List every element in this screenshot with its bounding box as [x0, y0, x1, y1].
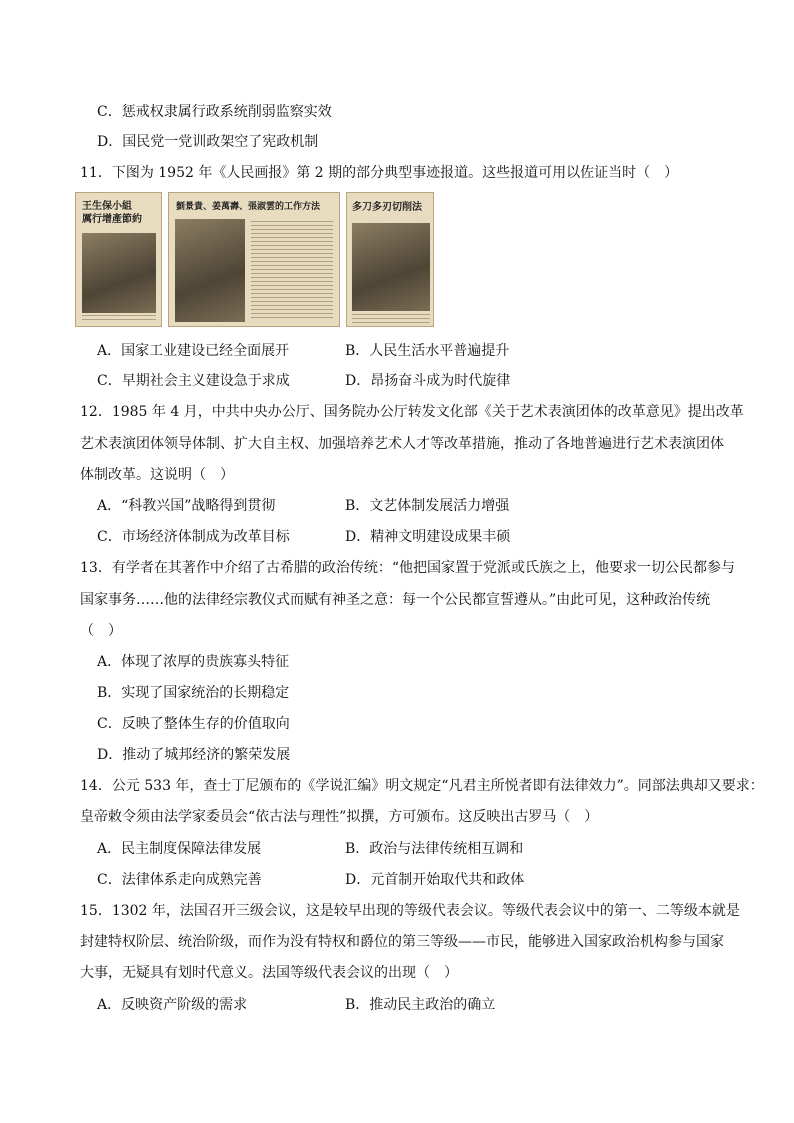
q10-option-d: D．国民党一党训政架空了宪政机制	[97, 134, 319, 150]
clipping-2-title: 劉景貴、姜萬壽、張淑雲的工作方法	[176, 202, 321, 212]
newspaper-clipping-2	[168, 192, 340, 327]
q12-option-c: C．市场经济体制成为改革目标	[97, 529, 290, 545]
newspaper-clipping-3	[346, 192, 434, 327]
q13-option-b: B．实现了国家统治的长期稳定	[97, 685, 290, 701]
q11-option-d: D．昂扬奋斗成为时代旋律	[345, 373, 511, 389]
question-14-stem-line2: 皇帝敕令须由法学家委员会“依古法与理性”拟撰，方可颁布。这反映出古罗马（ ）	[80, 809, 599, 825]
q12-option-d: D．精神文明建设成果丰硕	[345, 529, 511, 545]
clipping-1-title-line1: 王生保小組	[82, 201, 132, 212]
clipping-3-caption-text	[352, 314, 430, 323]
question-15-stem-line3: 大事，无疑具有划时代意义。法国等级代表会议的出现（ ）	[80, 965, 458, 981]
question-13-stem-line2: 国家事务……他的法律经宗教仪式而赋有神圣之意：每一个公民都宣誓遵从。”由此可见，这种政治传统	[80, 592, 711, 608]
question-15-stem-line2: 封建特权阶层、统治阶级，而作为没有特权和爵位的第三等级——市民，能够进入国家政治机构参与国家	[80, 934, 724, 950]
q14-option-a: A．民主制度保障法律发展	[97, 841, 262, 857]
question-15-stem-line1: 15．1302 年，法国召开三级会议，这是较早出现的等级代表会议。等级代表会议中的第一、二等级本就是	[80, 903, 740, 919]
clipping-3-photo	[352, 223, 430, 311]
question-12-stem-line2: 艺术表演团体领导体制、扩大自主权、加强培养艺术人才等改革措施，推动了各地普遍进行艺术表演团体	[80, 436, 724, 452]
question-12-stem-line3: 体制改革。这说明（ ）	[80, 467, 234, 483]
q13-option-d: D．推动了城邦经济的繁荣发展	[97, 747, 291, 763]
question-13-stem-line3: （ ）	[80, 623, 122, 639]
clipping-1-photo	[82, 233, 156, 313]
q15-option-b: B．推动民主政治的确立	[345, 997, 496, 1013]
clipping-2-article-text	[251, 221, 333, 321]
q13-option-a: A．体现了浓厚的贵族寡头特征	[97, 654, 290, 670]
q10-option-c: C．惩戒权隶属行政系统削弱监察实效	[97, 104, 332, 120]
q14-option-d: D．元首制开始取代共和政体	[345, 872, 525, 888]
q11-newspaper-images	[75, 192, 435, 327]
clipping-1-caption-text	[82, 315, 156, 323]
newspaper-clipping-1	[75, 192, 162, 327]
q13-option-c: C．反映了整体生存的价值取向	[97, 716, 290, 732]
question-11-stem: 11．下图为 1952 年《人民画报》第 2 期的部分典型事迹报道。这些报道可用以佐证当时（ ）	[80, 165, 679, 181]
q14-option-b: B．政治与法律传统相互调和	[345, 841, 524, 857]
q14-option-c: C．法律体系走向成熟完善	[97, 872, 262, 888]
q11-option-a: A．国家工业建设已经全面展开	[97, 343, 290, 359]
question-13-stem-line1: 13．有学者在其著作中介绍了古希腊的政治传统：“他把国家置于党派或氏族之上，他要求一切公民都参与	[80, 560, 735, 576]
question-12-stem-line1: 12．1985 年 4 月，中共中央办公厅、国务院办公厅转发文化部《关于艺术表演团体的改革意见》提出改革	[80, 404, 744, 420]
q12-option-a: A．“科教兴国”战略得到贯彻	[97, 498, 276, 514]
q11-option-c: C．早期社会主义建设急于求成	[97, 373, 290, 389]
question-14-stem-line1: 14．公元 533 年，查士丁尼颁布的《学说汇编》明文规定“凡君主所悦者即有法律效力”。同部法典却又要求：	[80, 778, 764, 794]
clipping-2-photo	[175, 219, 245, 322]
q15-option-a: A．反映资产阶级的需求	[97, 997, 248, 1013]
q12-option-b: B．文艺体制发展活力增强	[345, 498, 510, 514]
clipping-3-title: 多刀多刃切削法	[352, 202, 422, 213]
clipping-1-title-line2: 厲行增產節約	[82, 214, 142, 225]
q11-option-b: B．人民生活水平普遍提升	[345, 343, 510, 359]
